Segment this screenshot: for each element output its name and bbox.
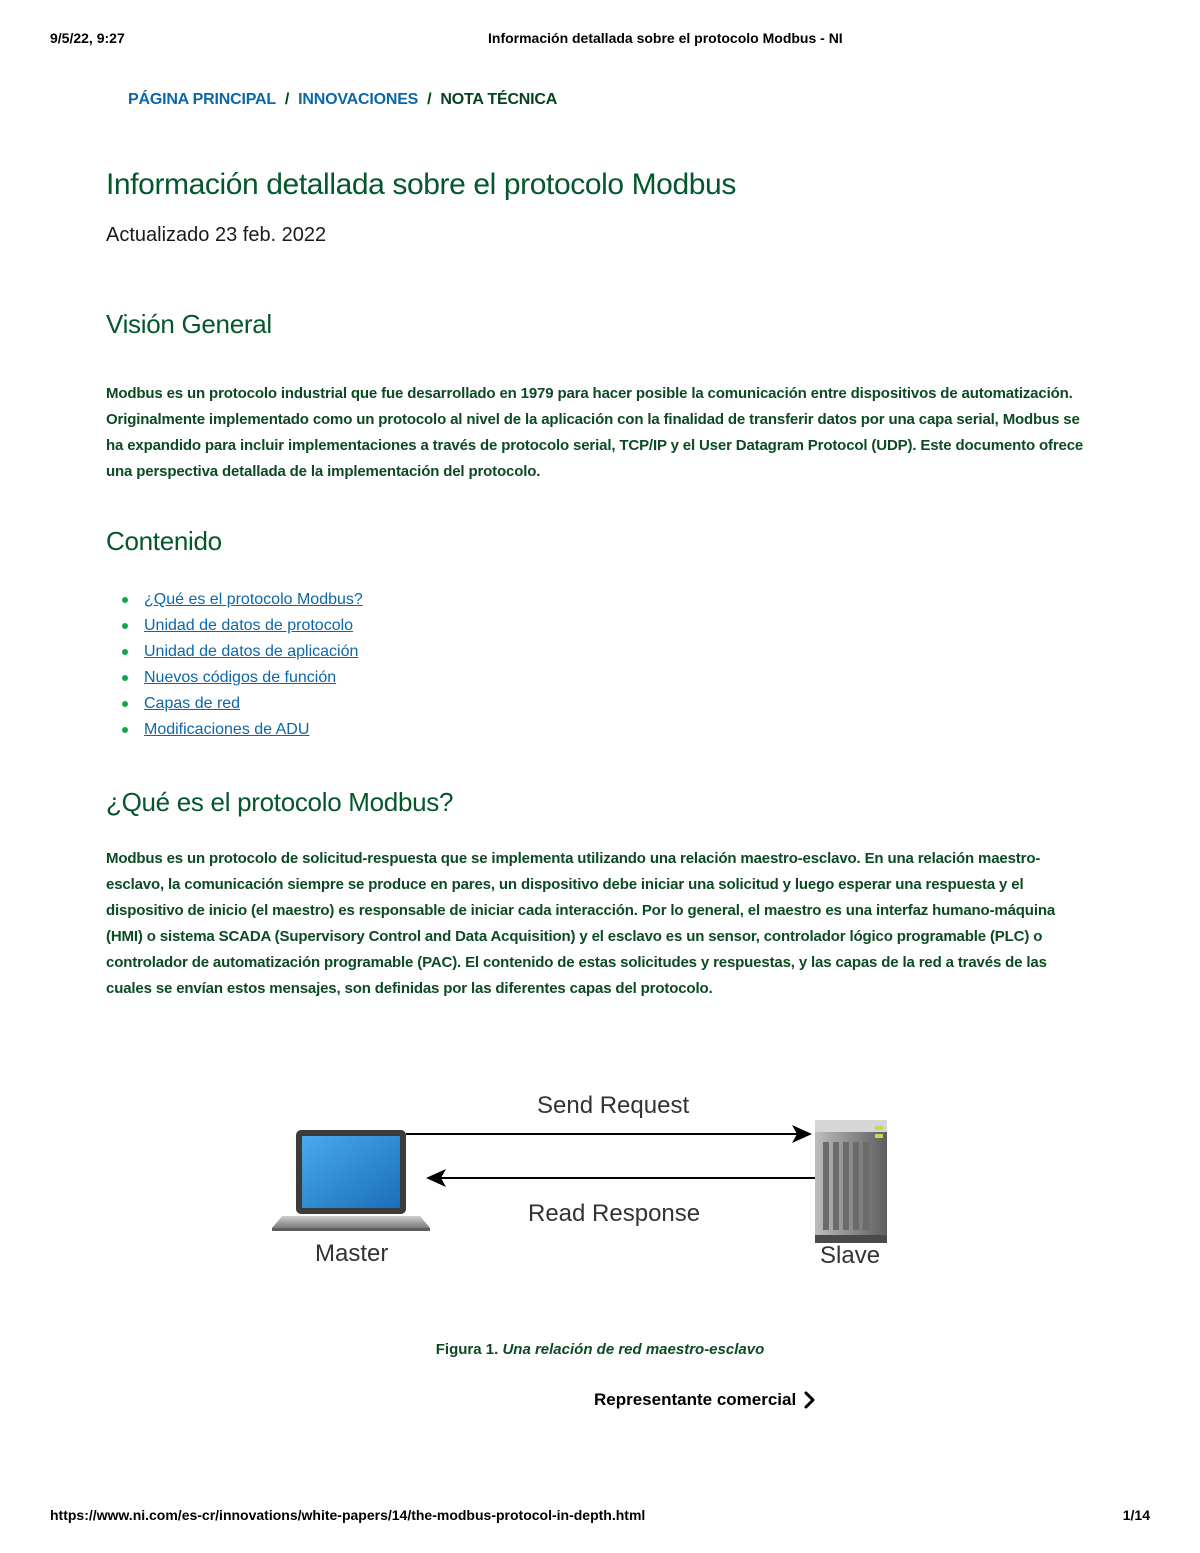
breadcrumb-separator: / [427,91,432,108]
breadcrumb [128,91,557,109]
contents-heading: Contenido [106,526,222,556]
bullet-icon [122,623,128,629]
overview-heading: Visión General [106,309,272,339]
sales-rep-button[interactable] [594,1390,816,1410]
toc-link-function-codes[interactable]: Nuevos códigos de función [144,669,337,686]
server-icon [815,1120,887,1243]
print-header [50,30,1150,50]
bullet-icon [122,727,128,733]
print-url: https://www.ni.com/es-cr/innovations/white-papers/14/the-modbus-protocol-in-depth.html [50,1507,646,1523]
caption-text: Una relación de red maestro-esclavo [502,1341,765,1358]
bullet-icon [122,597,128,603]
breadcrumb-home-link[interactable]: PÁGINA PRINCIPAL [128,91,276,108]
send-request-label: Send Request [537,1092,690,1119]
toc-link-adu-modifications[interactable]: Modificaciones de ADU [144,721,310,738]
toc-link-network-layers[interactable]: Capas de red [144,695,241,712]
read-response-arrow [426,1169,815,1187]
master-slave-diagram [270,1080,910,1280]
slave-label: Slave [820,1242,881,1269]
toc-link-adu[interactable]: Unidad de datos de aplicación [144,643,359,660]
laptop-icon [272,1130,430,1231]
print-datetime: 9/5/22, 9:27 [50,30,125,46]
what-is-modbus-heading: ¿Qué es el protocolo Modbus? [106,787,454,817]
print-page-number: 1/14 [1122,1507,1150,1523]
send-request-arrow [406,1125,812,1143]
what-is-modbus-paragraph: Modbus es un protocolo de solicitud-respuesta que se implementa utilizando una relación maestro-esclavo. En una relación maestro-esclavo, la comunicación siempre se produce en pares, un dispositivo debe iniciar una solicitud y luego esperar una respuesta y el dispositivo de inicio (el maestro) es responsable de iniciar cada interacción. Por lo general, el maestro es una interfaz humano-máquina (HMI) o sistema SCADA (Supervisory Control and Data Acquisition) y el esclavo es un sensor, controlador lógico programable (PLC) o controlador de automatización programable (PAC). El contenido de estas solicitudes y respuestas, y las capas de la red a través de las cuales se envían estos mensajes, son definidas por las diferentes capas del protocolo. [106,850,1056,997]
toc-item [120,587,363,613]
read-response-label: Read Response [528,1200,701,1227]
master-label: Master [315,1240,389,1267]
updated-date: Actualizado 23 feb. 2022 [106,224,327,246]
breadcrumb-innovations-link[interactable]: INNOVACIONES [298,91,419,108]
sales-rep-label: Representante comercial [594,1390,797,1409]
breadcrumb-current: NOTA TÉCNICA [440,91,558,108]
bullet-icon [122,701,128,707]
bullet-icon [122,675,128,681]
caption-prefix: Figura 1. [435,1341,499,1358]
toc-item [120,639,363,665]
table-of-contents [120,587,363,743]
toc-item [120,691,363,717]
breadcrumb-separator: / [284,91,290,108]
toc-link-pdu[interactable]: Unidad de datos de protocolo [144,617,354,634]
chevron-right-icon [804,1391,816,1409]
print-footer [50,1507,1150,1527]
toc-item [120,717,363,743]
toc-item [120,665,363,691]
figure-caption [0,1341,1200,1358]
print-page-title: Información detallada sobre el protocolo Modbus - NI [488,30,843,46]
toc-link-what-is-modbus[interactable]: ¿Qué es el protocolo Modbus? [144,591,363,608]
toc-item [120,613,363,639]
bullet-icon [122,649,128,655]
page-title: Información detallada sobre el protocolo Modbus [106,168,736,201]
overview-paragraph: Modbus es un protocolo industrial que fue desarrollado en 1979 para hacer posible la comunicación entre dispositivos de automatización. Originalmente implementado como un protocolo al nivel de la aplicación con la finalidad de transferir datos por una capa serial, Modbus se ha expandido para incluir implementaciones a través de protocolo serial, TCP/IP y el User Datagram Protocol (UDP). Este documento ofrece una perspectiva detallada de la implementación del protocolo. [106,385,1084,480]
